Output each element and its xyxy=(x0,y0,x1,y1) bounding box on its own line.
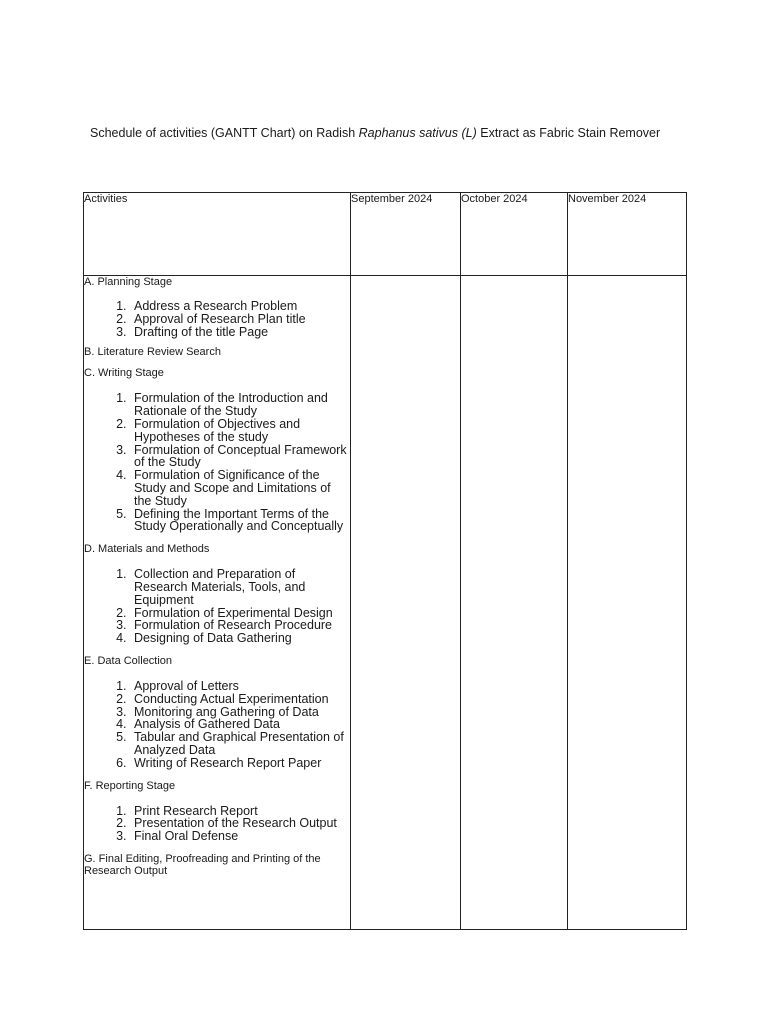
task-item: 6. Writing of Research Report Paper xyxy=(130,757,350,770)
stage-label: C. Writing Stage xyxy=(84,367,164,380)
task-item: 3. Monitoring ang Gathering of Data xyxy=(130,706,350,719)
task-item: 3. Formulation of Research Procedure xyxy=(130,619,350,632)
task-item: 1. Address a Research Problem xyxy=(130,300,350,313)
task-list xyxy=(84,568,350,645)
stage-label: E. Data Collection xyxy=(84,654,173,667)
task-item: 2. Approval of Research Plan title xyxy=(130,313,350,326)
task-item: 5. Tabular and Graphical Presentation of Analyzed Data xyxy=(130,731,350,757)
task-item: 2. Conducting Actual Experimentation xyxy=(130,693,350,706)
task-item: 2. Presentation of the Research Output xyxy=(130,817,350,830)
task-list xyxy=(84,805,350,843)
gantt-table xyxy=(83,192,687,930)
activities-cell xyxy=(84,276,351,930)
task-item: 1. Approval of Letters xyxy=(130,680,350,693)
document-title xyxy=(90,126,660,140)
task-item: 2. Formulation of Experimental Design xyxy=(130,607,350,620)
header-activities: Activities xyxy=(84,193,351,276)
stage-label: G. Final Editing, Proofreading and Printing of the Research Output xyxy=(84,852,321,877)
header-november: November 2024 xyxy=(568,193,687,276)
task-item: 4. Analysis of Gathered Data xyxy=(130,718,350,731)
stage-label: B. Literature Review Search xyxy=(84,346,221,359)
title-prefix: Schedule of activities (GANTT Chart) on Radish xyxy=(90,126,359,140)
title-suffix: Extract as Fabric Stain Remover xyxy=(476,126,661,140)
task-item: 2. Formulation of Objectives and Hypotheses of the study xyxy=(130,418,350,444)
task-item: 5. Defining the Important Terms of the Study Operationally and Conceptually xyxy=(130,508,350,534)
task-item: 4. Designing of Data Gathering xyxy=(130,632,350,645)
task-item: 3. Drafting of the title Page xyxy=(130,326,350,339)
header-october: October 2024 xyxy=(461,193,568,276)
november-cell xyxy=(568,276,687,930)
task-list xyxy=(84,392,350,533)
september-cell xyxy=(351,276,461,930)
task-item: 1. Print Research Report xyxy=(130,805,350,818)
header-row xyxy=(84,193,687,276)
task-list xyxy=(84,300,350,338)
task-item: 3. Final Oral Defense xyxy=(130,830,350,843)
task-item: 1. Formulation of the Introduction and Rationale of the Study xyxy=(130,392,350,418)
task-item: 3. Formulation of Conceptual Framework of the Study xyxy=(130,444,350,470)
activities-row xyxy=(84,276,687,930)
stage-label: D. Materials and Methods xyxy=(84,543,210,556)
title-scientific-name: Raphanus sativus (L) xyxy=(358,126,477,140)
task-item: 4. Formulation of Significance of the Study and Scope and Limitations of the Study xyxy=(130,469,350,507)
task-item: 1. Collection and Preparation of Research Materials, Tools, and Equipment xyxy=(130,568,350,606)
header-september: September 2024 xyxy=(351,193,461,276)
october-cell xyxy=(461,276,568,930)
stage-label: F. Reporting Stage xyxy=(84,779,176,792)
stage-label: A. Planning Stage xyxy=(84,276,173,288)
task-list xyxy=(84,680,350,770)
